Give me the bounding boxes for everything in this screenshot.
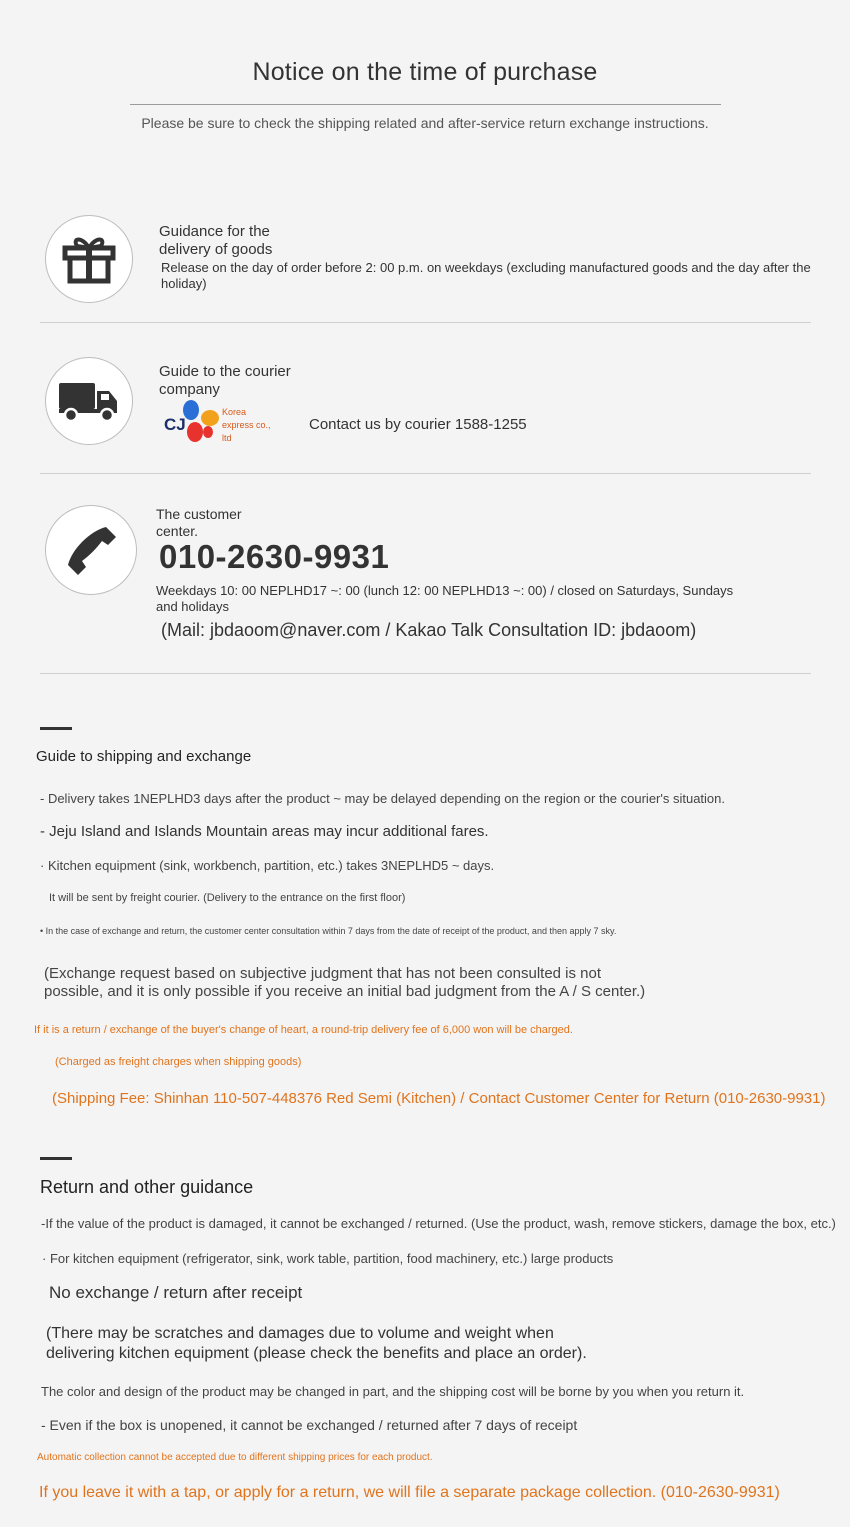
customer-center-hours-line2: and holidays bbox=[156, 599, 229, 614]
customer-center-phone: 010-2630-9931 bbox=[159, 538, 390, 575]
shipping-guide-line7: If it is a return / exchange of the buyer's change of heart, a round-trip delivery fee of 6,000 won will be charged. bbox=[34, 1024, 573, 1036]
title-divider bbox=[130, 104, 721, 105]
shipping-guide-line3: · Kitchen equipment (sink, workbench, partition, etc.) takes 3NEPLHD5 ~ days. bbox=[40, 858, 495, 873]
shipping-guide-line1: - Delivery takes 1NEPLHD3 days after the product ~ may be delayed depending on the region or the courier's situation. bbox=[40, 791, 726, 806]
section-accent-bar bbox=[40, 727, 72, 730]
customer-center-mail: (Mail: jbdaoom@naver.com / Kakao Talk Consultation ID: jbdaoom) bbox=[161, 620, 697, 640]
cj-logo-text-1: Korea bbox=[222, 407, 247, 417]
shipping-guide-line8: (Charged as freight charges when shipping goods) bbox=[55, 1056, 302, 1068]
delivery-icon-circle bbox=[45, 215, 133, 303]
courier-heading-line2: company bbox=[159, 381, 220, 398]
shipping-guide-line9: (Shipping Fee: Shinhan 110-507-448376 Red Semi (Kitchen) / Contact Customer Center for Return (010-2630-9931) bbox=[52, 1090, 826, 1107]
section-divider bbox=[40, 322, 811, 323]
return-guide-line1: -If the value of the product is damaged, it cannot be exchanged / returned. (Use the product, wash, remove stickers, damage the box, etc.) bbox=[41, 1216, 836, 1231]
courier-contact: Contact us by courier 1588-1255 bbox=[309, 416, 527, 433]
return-guide-line3: No exchange / return after receipt bbox=[49, 1283, 303, 1302]
cj-logo-text-3: ltd bbox=[222, 433, 232, 443]
return-guide-line8: If you leave it with a tap, or apply for a return, we will file a separate package collection. (010-2630-9931) bbox=[39, 1484, 780, 1501]
return-guide-line7: Automatic collection cannot be accepted due to different shipping prices for each product. bbox=[37, 1452, 433, 1463]
return-guide-line2: · For kitchen equipment (refrigerator, sink, work table, partition, food machinery, etc.) large products bbox=[42, 1251, 614, 1266]
shipping-guide-line5: • In the case of exchange and return, the customer center consultation within 7 days from the date of receipt of the product, and then apply 7 sky. bbox=[40, 926, 617, 936]
shipping-guide-title: Guide to shipping and exchange bbox=[36, 748, 252, 765]
gift-icon bbox=[62, 234, 116, 284]
return-guide-line6: - Even if the box is unopened, it cannot be exchanged / returned after 7 days of receipt bbox=[41, 1417, 578, 1433]
customer-center-icon-circle bbox=[45, 505, 137, 595]
section-divider bbox=[40, 673, 811, 674]
customer-center-heading-line2: center. bbox=[156, 523, 199, 539]
cj-flower-icon bbox=[179, 396, 223, 446]
cj-logo-text-2: express co., bbox=[222, 420, 271, 430]
return-guide-line4b: delivering kitchen equipment (please check the benefits and place an order). bbox=[46, 1345, 587, 1362]
customer-center-heading-line1: The customer bbox=[156, 506, 242, 522]
shipping-guide-line6a: (Exchange request based on subjective judgment that has not been consulted is not bbox=[44, 965, 602, 982]
courier-heading-line1: Guide to the courier bbox=[159, 363, 291, 380]
delivery-text: Release on the day of order before 2: 00 p.m. on weekdays (excluding manufactured goods and the day after the holiday) bbox=[161, 260, 811, 291]
cj-logo-letters: CJ bbox=[164, 415, 186, 434]
cj-logo bbox=[162, 396, 282, 446]
delivery-heading-line2: delivery of goods bbox=[159, 241, 273, 258]
return-guide-line4a: (There may be scratches and damages due to volume and weight when bbox=[46, 1325, 554, 1342]
phone-icon bbox=[62, 521, 120, 579]
section-accent-bar bbox=[40, 1157, 72, 1160]
page-subtitle: Please be sure to check the shipping related and after-service return exchange instructions. bbox=[141, 115, 709, 131]
return-guide-line5: The color and design of the product may be changed in part, and the shipping cost will be borne by you when you return it. bbox=[41, 1384, 745, 1399]
courier-icon-circle bbox=[45, 357, 133, 445]
delivery-heading-line1: Guidance for the bbox=[159, 223, 270, 240]
customer-center-hours-line1: Weekdays 10: 00 NEPLHD17 ~: 00 (lunch 12: 00 NEPLHD13 ~: 00) / closed on Saturdays, Sundays bbox=[156, 583, 734, 598]
section-divider bbox=[40, 473, 811, 474]
shipping-guide-line2: - Jeju Island and Islands Mountain areas may incur additional fares. bbox=[40, 823, 489, 840]
shipping-guide-line4: It will be sent by freight courier. (Delivery to the entrance on the first floor) bbox=[49, 892, 406, 904]
page-title: Notice on the time of purchase bbox=[252, 58, 598, 86]
return-guide-title: Return and other guidance bbox=[40, 1177, 254, 1197]
truck-icon bbox=[57, 379, 121, 423]
shipping-guide-line6b: possible, and it is only possible if you receive an initial bad judgment from the A / S center.) bbox=[44, 983, 646, 1000]
